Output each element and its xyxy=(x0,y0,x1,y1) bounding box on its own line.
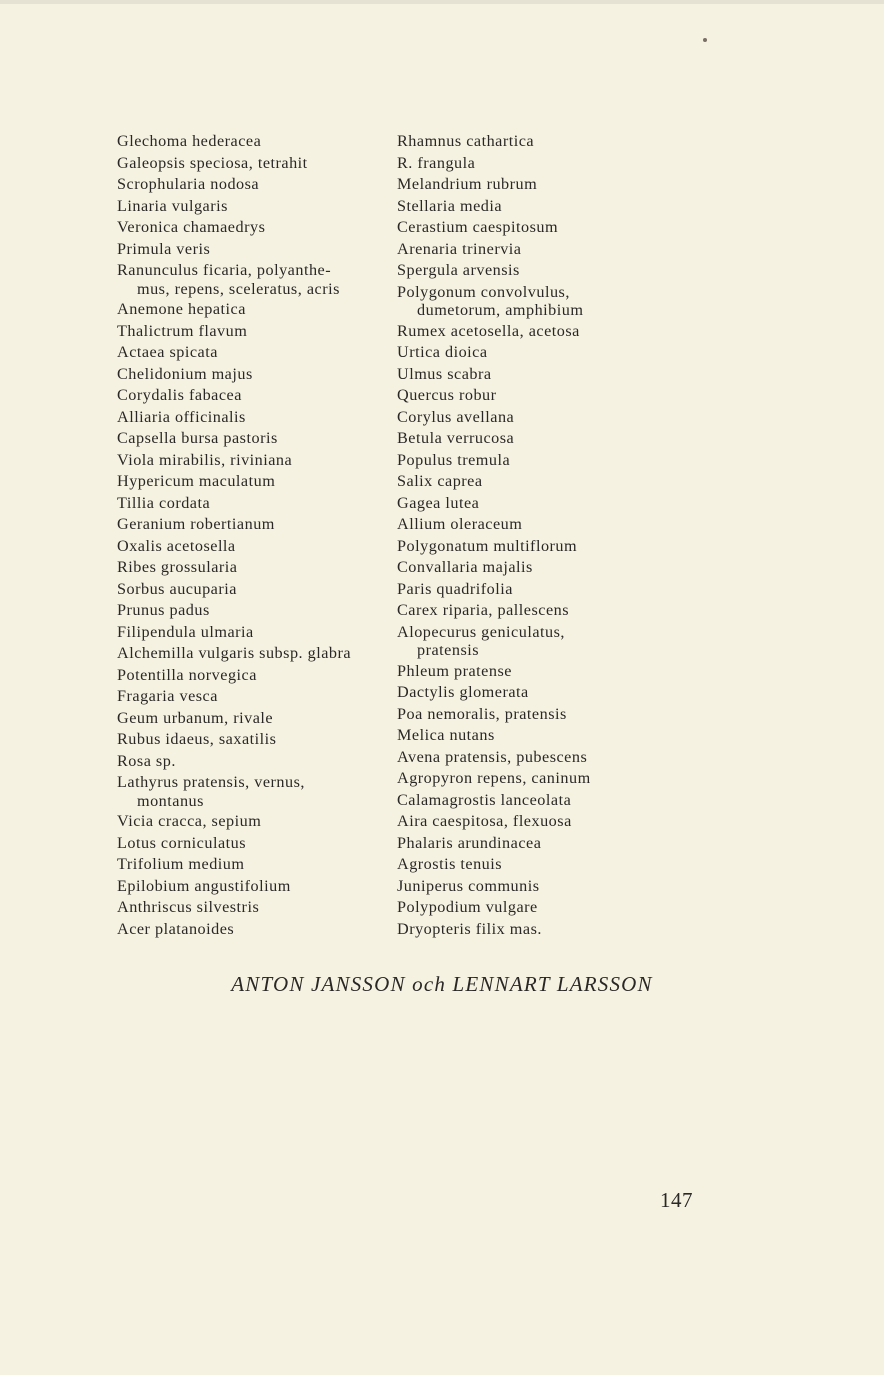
species-name: R. frangula xyxy=(397,153,476,172)
species-name-continuation: montanus xyxy=(137,791,204,810)
species-entry xyxy=(397,174,657,196)
species-name: Dryopteris filix mas. xyxy=(397,919,542,938)
species-entry xyxy=(397,704,657,726)
species-name: Arenaria trinervia xyxy=(397,239,522,258)
species-name: Actaea spicata xyxy=(117,343,218,361)
species-name: Alopecurus geniculatus, xyxy=(397,622,565,641)
species-name: Calamagrostis lanceolata xyxy=(397,790,572,809)
species-name-continuation: mus, repens, sceleratus, acris xyxy=(137,279,340,298)
species-name: Cerastium caespitosum xyxy=(397,218,559,236)
species-name: Quercus robur xyxy=(397,386,497,404)
species-entry xyxy=(397,217,657,239)
species-name: Rumex acetosella, acetosa xyxy=(397,321,580,340)
species-name: Salix caprea xyxy=(397,472,483,490)
species-entry xyxy=(397,282,657,321)
species-name: Ranunculus ficaria, polyanthe- xyxy=(117,261,332,279)
species-entry xyxy=(397,854,657,876)
species-name: Polypodium vulgare xyxy=(397,898,538,916)
paper-speck xyxy=(703,38,707,42)
species-entry xyxy=(117,217,387,239)
species-entry xyxy=(117,385,387,407)
species-name: Avena pratensis, pubescens xyxy=(397,747,588,766)
species-entry xyxy=(117,174,387,196)
species-entry xyxy=(397,768,657,790)
species-entry xyxy=(397,536,657,558)
species-name: Convallaria majalis xyxy=(397,558,533,576)
species-name: Trifolium medium xyxy=(117,855,245,873)
species-name: Thalictrum flavum xyxy=(117,321,248,340)
species-name: Capsella bursa pastoris xyxy=(117,429,278,447)
species-entry xyxy=(397,260,657,282)
species-entry xyxy=(117,772,387,811)
species-entry xyxy=(117,919,387,941)
species-entry xyxy=(397,897,657,919)
species-name: Melandrium rubrum xyxy=(397,175,538,193)
species-name: Paris quadrifolia xyxy=(397,579,513,598)
species-name: Agrostis tenuis xyxy=(397,855,503,873)
species-entry xyxy=(397,239,657,261)
species-name: Anthriscus silvestris xyxy=(117,898,260,916)
species-name: Dactylis glomerata xyxy=(397,683,529,701)
species-entry xyxy=(117,665,387,687)
species-entry xyxy=(117,833,387,855)
species-name: Ribes grossularia xyxy=(117,558,238,576)
species-name: Viola mirabilis, riviniana xyxy=(117,450,293,469)
species-name: Scrophularia nodosa xyxy=(117,175,260,193)
species-entry xyxy=(117,299,387,321)
species-name: Acer platanoides xyxy=(117,919,235,938)
species-entry xyxy=(117,536,387,558)
species-list-right xyxy=(397,131,657,940)
species-name: Rhamnus cathartica xyxy=(397,132,535,150)
species-entry xyxy=(397,450,657,472)
species-name: Polygonum convolvulus, xyxy=(397,282,570,301)
species-name: Anemone hepatica xyxy=(117,300,246,318)
species-name-continuation: dumetorum, amphibium xyxy=(417,301,584,319)
species-entry xyxy=(117,196,387,218)
species-name: Sorbus aucuparia xyxy=(117,579,237,598)
species-entry xyxy=(397,493,657,515)
species-name: Primula veris xyxy=(117,239,211,258)
species-name: Hypericum maculatum xyxy=(117,472,276,490)
species-name: Gagea lutea xyxy=(397,493,480,512)
author-signature: ANTON JANSSON och LENNART LARSSON xyxy=(231,972,653,996)
species-name: Agropyron repens, caninum xyxy=(397,769,591,787)
species-entry xyxy=(397,364,657,386)
species-name: Filipendula ulmaria xyxy=(117,622,254,641)
species-entry xyxy=(117,579,387,601)
species-name: Populus tremula xyxy=(397,450,511,469)
species-entry xyxy=(397,811,657,833)
species-entry xyxy=(397,321,657,343)
species-entry xyxy=(117,514,387,536)
species-entry xyxy=(397,557,657,579)
species-name: Corylus avellana xyxy=(397,407,515,426)
species-entry xyxy=(117,557,387,579)
species-entry xyxy=(117,600,387,622)
species-name: Corydalis fabacea xyxy=(117,386,242,404)
species-entry xyxy=(117,751,387,773)
species-name: Veronica chamaedrys xyxy=(117,218,266,236)
species-name: Poa nemoralis, pratensis xyxy=(397,704,567,723)
species-name: Epilobium angustifolium xyxy=(117,876,291,895)
species-name: Rubus idaeus, saxatilis xyxy=(117,730,277,748)
species-name: Rosa sp. xyxy=(117,751,176,770)
species-entry xyxy=(117,811,387,833)
species-name: Linaria vulgaris xyxy=(117,196,228,215)
species-entry xyxy=(117,643,387,665)
species-entry xyxy=(117,897,387,919)
species-entry xyxy=(117,407,387,429)
species-name: Betula verrucosa xyxy=(397,429,515,447)
species-entry xyxy=(117,729,387,751)
species-entry xyxy=(117,260,387,299)
species-entry xyxy=(397,747,657,769)
species-name: Melica nutans xyxy=(397,726,495,744)
species-entry xyxy=(397,342,657,364)
species-entry xyxy=(117,153,387,175)
page-top-edge xyxy=(0,0,884,4)
species-entry xyxy=(117,450,387,472)
species-entry xyxy=(117,131,387,153)
species-name: Geranium robertianum xyxy=(117,515,275,533)
species-entry xyxy=(397,833,657,855)
species-entry xyxy=(117,321,387,343)
species-entry xyxy=(397,622,657,661)
species-name: Fragaria vesca xyxy=(117,687,218,705)
species-entry xyxy=(117,471,387,493)
species-entry xyxy=(397,600,657,622)
species-name: Aira caespitosa, flexuosa xyxy=(397,812,572,830)
species-name: Carex riparia, pallescens xyxy=(397,601,570,619)
species-name: Tillia cordata xyxy=(117,493,211,512)
species-entry xyxy=(117,239,387,261)
species-entry xyxy=(397,919,657,941)
species-entry xyxy=(397,428,657,450)
species-list-left xyxy=(117,131,387,940)
species-entry xyxy=(397,153,657,175)
species-name: Alchemilla vulgaris subsp. glabra xyxy=(117,644,352,662)
species-name: Galeopsis speciosa, tetrahit xyxy=(117,153,308,172)
species-entry xyxy=(117,686,387,708)
species-entry xyxy=(397,876,657,898)
species-name: Alliaria officinalis xyxy=(117,407,246,426)
species-entry xyxy=(397,471,657,493)
species-name: Glechoma hederacea xyxy=(117,132,262,150)
species-entry xyxy=(397,661,657,683)
species-name: Prunus padus xyxy=(117,601,210,619)
species-name: Urtica dioica xyxy=(397,343,488,361)
species-name: Oxalis acetosella xyxy=(117,536,236,555)
species-name: Potentilla norvegica xyxy=(117,665,257,684)
species-name: Vicia cracca, sepium xyxy=(117,812,262,830)
species-name: Phalaris arundinacea xyxy=(397,833,542,852)
species-name-continuation: pratensis xyxy=(417,641,480,659)
species-entry xyxy=(117,622,387,644)
page-number: 147 xyxy=(660,1188,693,1212)
species-entry xyxy=(117,428,387,450)
species-entry xyxy=(117,708,387,730)
species-entry xyxy=(117,342,387,364)
species-name: Polygonatum multiflorum xyxy=(397,536,578,555)
species-entry xyxy=(397,131,657,153)
species-entry xyxy=(117,876,387,898)
species-name: Ulmus scabra xyxy=(397,364,492,383)
species-entry xyxy=(117,493,387,515)
species-entry xyxy=(397,514,657,536)
species-entry xyxy=(397,579,657,601)
species-entry xyxy=(117,364,387,386)
species-name: Geum urbanum, rivale xyxy=(117,708,274,727)
species-name: Stellaria media xyxy=(397,196,503,215)
species-name: Lotus corniculatus xyxy=(117,833,247,852)
species-entry xyxy=(397,682,657,704)
species-name: Chelidonium majus xyxy=(117,364,253,383)
species-entry xyxy=(397,407,657,429)
species-name: Spergula arvensis xyxy=(397,261,520,279)
species-entry xyxy=(397,790,657,812)
species-entry xyxy=(397,385,657,407)
species-entry xyxy=(117,854,387,876)
species-entry xyxy=(397,196,657,218)
species-name: Phleum pratense xyxy=(397,661,512,680)
species-name: Lathyrus pratensis, vernus, xyxy=(117,773,305,791)
species-entry xyxy=(397,725,657,747)
species-name: Juniperus communis xyxy=(397,876,540,895)
species-name: Allium oleraceum xyxy=(397,515,523,533)
